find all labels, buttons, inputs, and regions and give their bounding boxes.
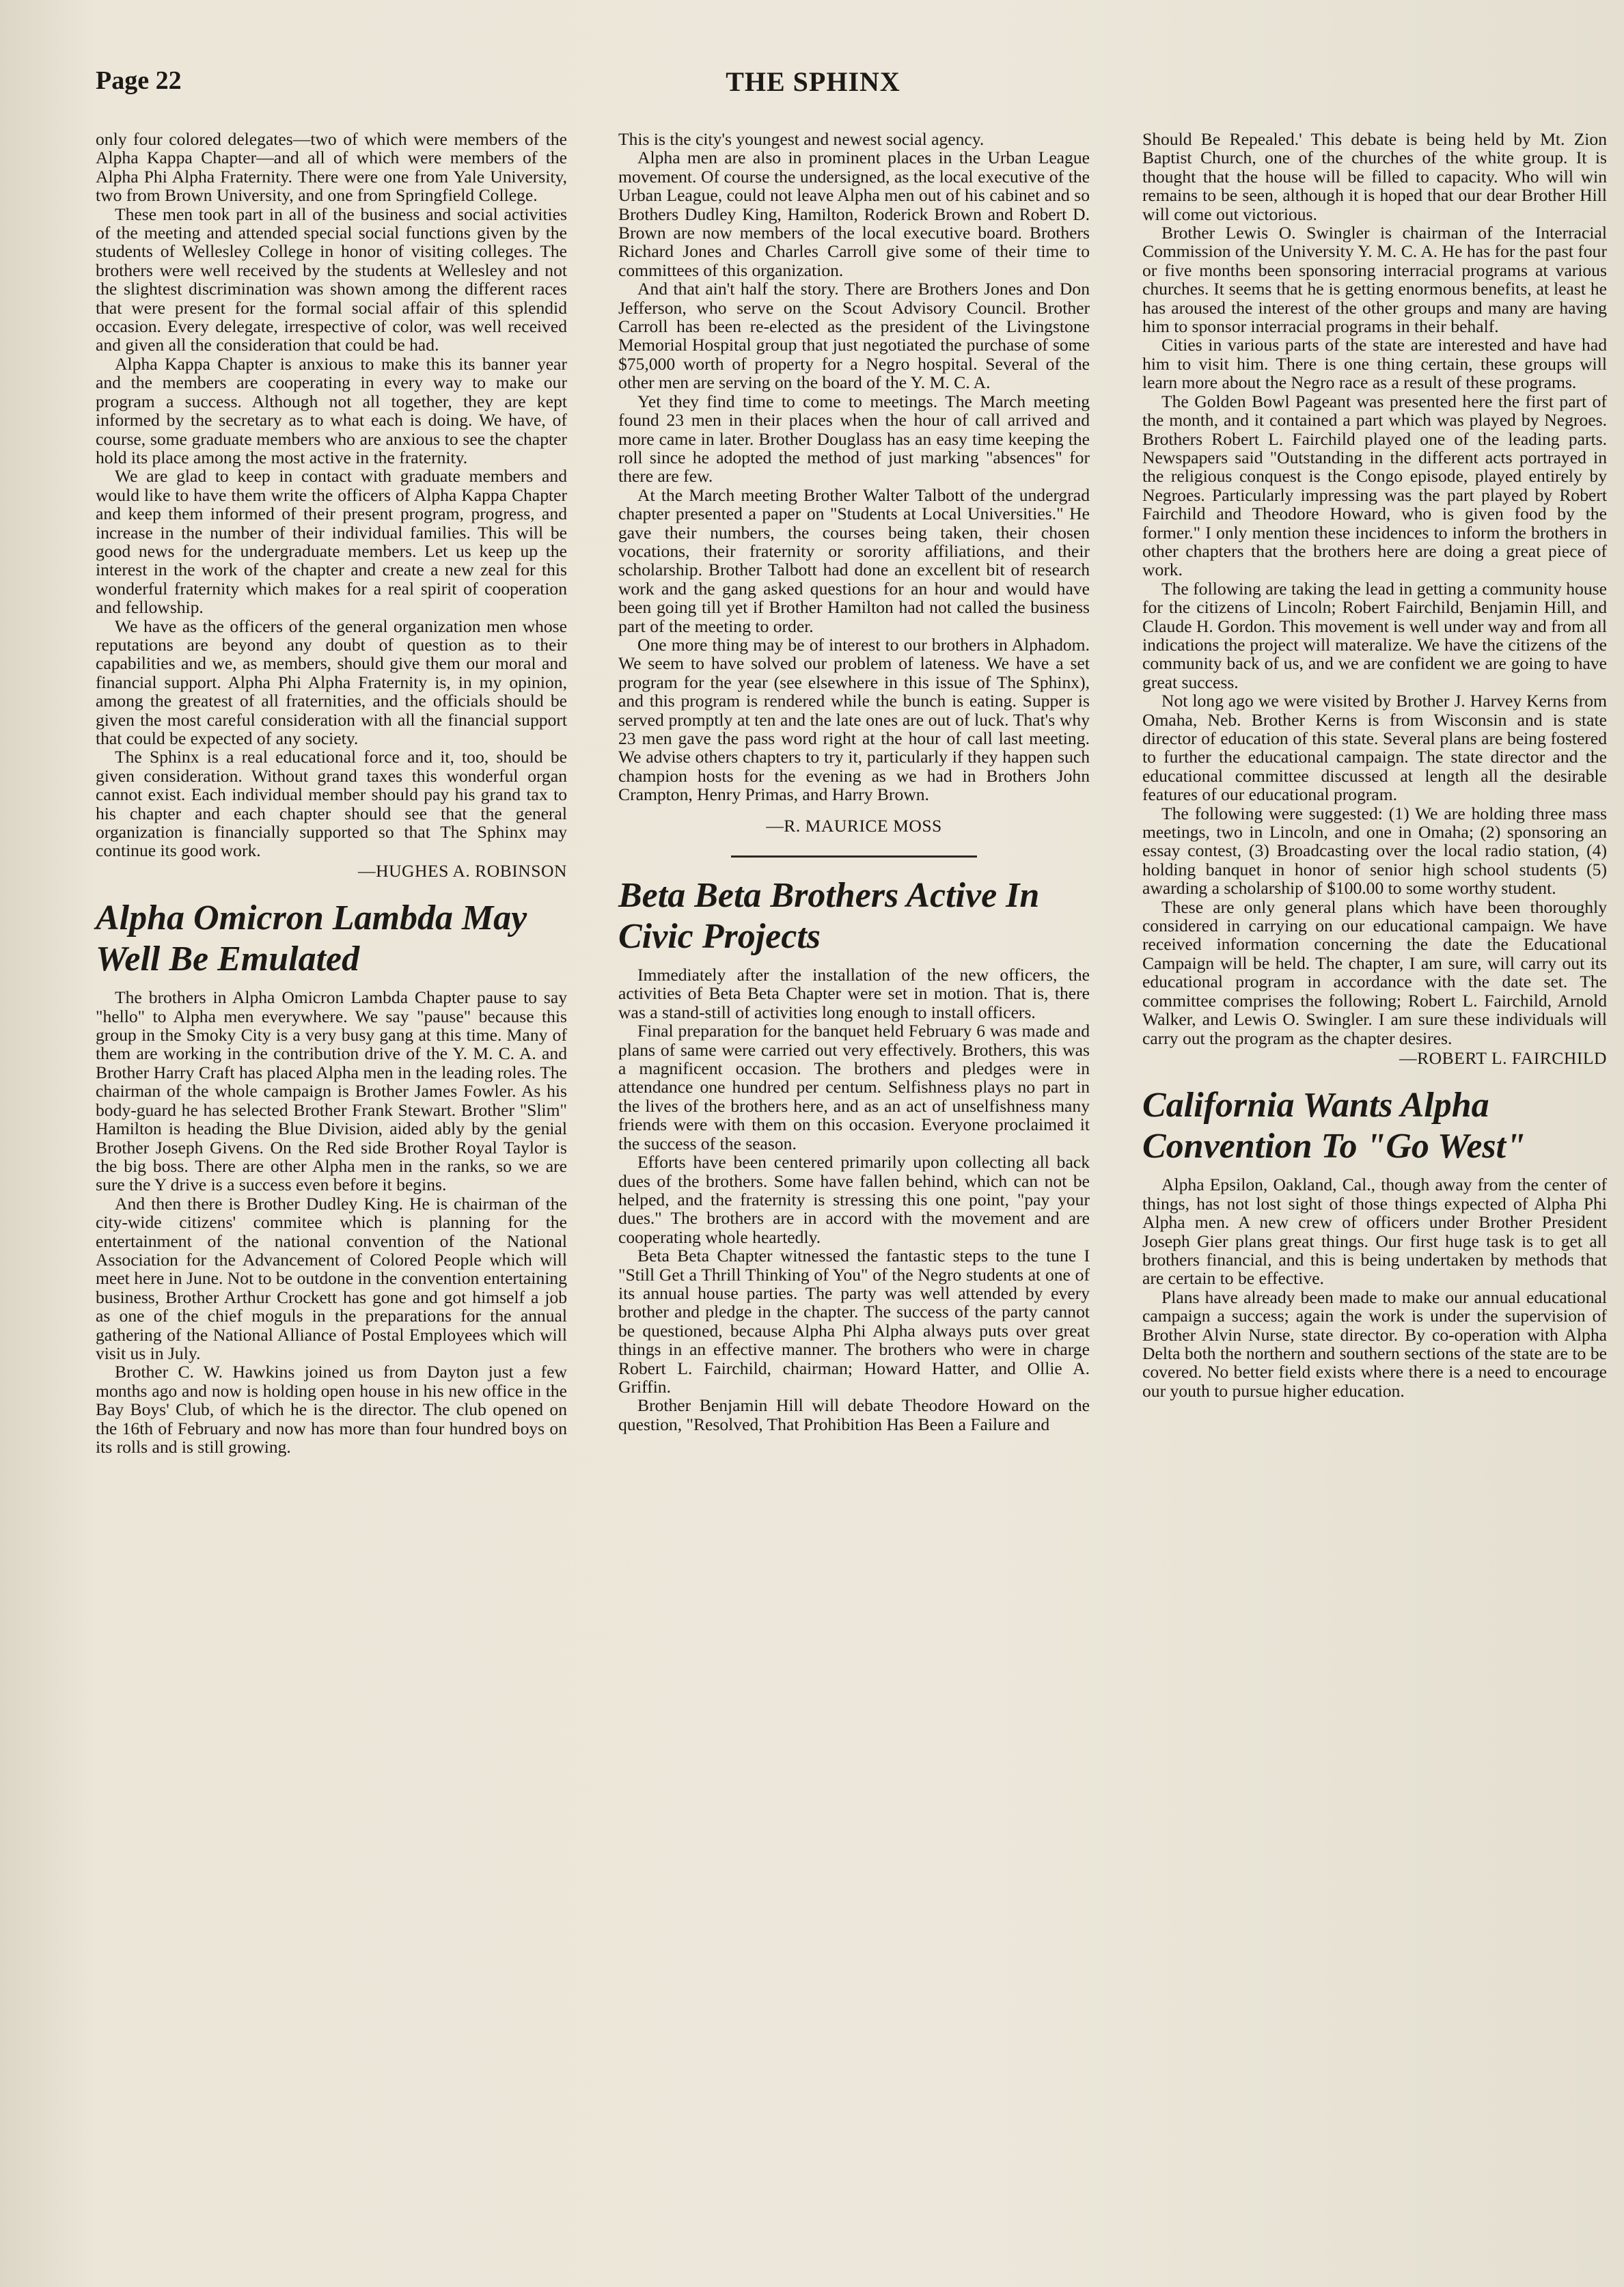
paragraph: At the March meeting Brother Walter Talbott of the undergrad chapter presented a paper on "Students at Local Universities." He gave their numbers, the courses being taken, their chosen vocations, their fraternity or sorority affiliations, and their scholarship. Brother Talbott had done an excellent bit of research work and the gang asked questions for an hour and would have been going till yet if Brother Hamilton had not called the business part of the meeting to order. <box>618 484 1090 636</box>
paragraph: Beta Beta Chapter witnessed the fantastic steps to the tune I "Still Get a Thrill Thinking of You" of the Negro students at one of its annual house parties. The party was well attended by every brother and pledge in the chapter. The success of the party cannot be questioned, because Alpha Phi Alpha always puts over great things in an effective manner. The brothers who were in charge Robert L. Fairchild, chairman; Howard Hatter, and Ollie A. Griffin. <box>618 1246 1090 1397</box>
paragraph: Plans have already been made to make our annual educational campaign a success; again the work is under the supervision of Brother Alvin Nurse, state director. By co-operation with Alpha Delta both the northern and southern sections of the state are to be covered. No better field exists where there is a need to encourage our youth to pursue higher education. <box>1142 1287 1607 1401</box>
column-middle <box>618 130 1090 1434</box>
paragraph: Final preparation for the banquet held February 6 was made and plans of same were carried out very effectively. Brothers, this was a magnificent occasion. The brothers and pledges were in attendance one hundred per centum. Selfishness plays no part in the lives of the brothers here, and as an act of unselfishness many friends were with them on this occasion. Everyone proclaimed it the success of the season. <box>618 1021 1090 1153</box>
column-left <box>96 130 567 1456</box>
paragraph: And then there is Brother Dudley King. He is chairman of the city-wide citizens' commitee which is planning for the entertainment of the national convention of the National Association for the Advancement of Colored People which will meet here in June. Not to be outdone in the convention entertaining business, Brother Arthur Crockett has gone and got himself a job as one of the chief moguls in the preparations for the annual gathering of the National Alliance of Postal Employees which will visit us in July. <box>96 1193 567 1363</box>
paragraph: Immediately after the installation of the new officers, the activities of Beta Beta Chapter were set in motion. That is, there was a stand-still of activities long enough to install officers. <box>618 965 1090 1022</box>
page-header <box>96 66 1530 113</box>
paragraph: This is the city's youngest and newest social agency. <box>618 129 985 149</box>
paragraph: The Golden Bowl Pageant was presented here the first part of the month, and it contained a part which was played by Negroes. Brothers Robert L. Fairchild played one of the leading parts. Newspapers said "Outstanding in the different acts portrayed in the religious conquest is the Congo episode, played entirely by Negroes. Particularly impressing was the part played by Robert Fairchild and Theodore Howard, who is given food by the former." I only mention these incidences to inform the brothers in other chapters that the brothers here are doing a great piece of work. <box>1142 391 1607 580</box>
column-right <box>1142 130 1607 1400</box>
paragraph: Brother Lewis O. Swingler is chairman of the Interracial Commission of the University Y. M. C. A. He has for the past four or five months been sponsoring interracial programs at various churches. It seems that he is getting enormous benefits, at least he has aroused the interest of the other groups and many are having him to sponsor interracial programs in their behalf. <box>1142 223 1607 337</box>
paragraph: The brothers in Alpha Omicron Lambda Chapter pause to say "hello" to Alpha men everywhere. We say "pause" because this group in the Smoky City is a very busy gang at this time. Many of them are working in the contribution drive of the Y. M. C. A. and Brother Harry Craft has placed Alpha men in the leading roles. The chairman of the whole campaign is Brother James Fowler. As his body-guard he has selected Brother Frank Stewart. Brother "Slim" Hamilton is heading the Blue Division, aided ably by the genial Brother Joseph Givens. On the Red side Brother Royal Taylor is the big boss. There are other Alpha men in the ranks, so we are sure the Y drive is a success even before it begins. <box>96 987 567 1195</box>
paragraph: One more thing may be of interest to our brothers in Alphadom. We seem to have solved our problem of lateness. We have a set program for the year (see elsewhere in this issue of The Sphinx), and this program is rendered while the bunch is eating. Supper is served promptly at ten and the late ones are out of luck. That's why 23 men gave the pass word right at the hour of call last meeting. We advise others chapters to try it, particularly if they happen such champion hosts for the evening as we had in Brothers John Crampton, Henry Primas, and Harry Brown. <box>618 634 1090 805</box>
paragraph: Brother C. W. Hawkins joined us from Dayton just a few months ago and now is holding open house in his new office in the Bay Boys' Club, of which he is the director. The club opened on the 16th of February and now has more than four hundred boys on its rolls and is still growing. <box>96 1362 567 1457</box>
paragraph: The following were suggested: (1) We are holding three mass meetings, two in Lincoln, and one in Omaha; (2) sponsoring an essay contest, (3) Broadcasting over the local radio station, (4) holding banquet in honor of senior high school students (5) awarding a scholarship of $100.00 to some worthy student. <box>1142 803 1607 899</box>
article-headline: Alpha Omicron Lambda May Well Be Emulated <box>96 899 527 979</box>
paragraph: Should Be Repealed.' This debate is being held by Mt. Zion Baptist Church, one of the churches of the white group. It is thought that the house will be filled to capacity. Who will win remains to be seen, although it is hoped that our dear Brother Hill will come out victorious. <box>1142 129 1607 224</box>
article-headline: Beta Beta Brothers Active In Civic Projects <box>618 876 1040 957</box>
paragraph: We are glad to keep in contact with graduate members and would like to have them write the officers of Alpha Kappa Chapter and keep them informed of their present program, progress, and increase in the number of their individual families. This will be good news for the undergraduate members. Let us keep up the interest in the work of the chapter and create a new zeal for this wonderful fraternity which makes for a real spirit of cooperation and fellowship. <box>96 466 567 618</box>
paragraph: Alpha Epsilon, Oakland, Cal., though away from the center of things, has not lost sight of those things expected of Alpha Phi Alpha men. A new crew of officers under Brother President Joseph Gier plans great things. Our first huge task is to get all brothers financial, and this is being undertaken by methods that are certain to be effective. <box>1142 1175 1607 1289</box>
paragraph: Alpha Kappa Chapter is anxious to make this its banner year and the members are cooperating in every way to make our program a success. Although not all together, they are kept informed by the secretary as to what each is doing. We have, of course, some graduate members who are anxious to see the chapter hold its place among the most active in the fraternity. <box>96 353 567 467</box>
article-signature: —R. MAURICE MOSS <box>766 815 942 836</box>
article-headline: California Wants Alpha Convention To "Go West" <box>1142 1086 1526 1166</box>
paragraph: Not long ago we were visited by Brother J. Harvey Kerns from Omaha, Neb. Brother Kerns is from Wisconsin and is state director of education of this state. Several plans are being fostered to further the educational campaign. The state director and the educational committee discussed at length all the desirable features of our educational program. <box>1142 691 1607 805</box>
paragraph: The Sphinx is a real educational force and it, too, should be given consideration. Without grand taxes this wonderful organ cannot exist. Each individual member should pay his grand tax to his chapter and each chapter should see that the general organization is financially supported so that The Sphinx may continue its good work. <box>96 747 567 861</box>
paragraph: We have as the officers of the general organization men whose reputations are beyond any doubt of question as to their capabilities and we, as members, should give them our moral and financial support. Alpha Phi Alpha Fraternity is, in my opinion, among the greatest of all fraternities, and the officials should be given the most careful consideration with all the financial support that could be expected of any society. <box>96 616 567 748</box>
article-signature: —HUGHES A. ROBINSON <box>358 860 567 881</box>
section-divider <box>731 855 977 858</box>
page-number: Page 22 <box>96 66 182 95</box>
paragraph: Cities in various parts of the state are interested and have had him to visit him. There is one thing certain, these groups will learn more about the Negro race as a result of these programs. <box>1142 335 1607 393</box>
article-signature: —ROBERT L. FAIRCHILD <box>1399 1047 1607 1068</box>
paragraph: These are only general plans which have been thoroughly considered in carrying on our educational campaign. We have received information concerning the date the Educational Campaign will be held. The chapter, I am sure, will carry out its educational program in accordance with the date set. The committee comprises the following; Robert L. Fairchild, Arnold Walker, and Lewis O. Swingler. I am sure these individuals will carry out the program as the chapter desires. <box>1142 896 1607 1048</box>
paragraph: Alpha men are also in prominent places in the Urban League movement. Of course the undersigned, as the local executive of the Urban League, could not leave Alpha men out of his cabinet and so Brothers Dudley King, Hamilton, Roderick Brown and Robert D. Brown are now members of the local executive board. Brothers Richard Jones and Charles Carroll give some of their time to committees of this organization. <box>618 148 1090 280</box>
paragraph: These men took part in all of the business and social activities of the meeting and attended special social functions given by the students of Wellesley College in honor of visiting colleges. The brothers were well received by the students at Wellesley and not the slightest discrimination was shown among the different races that were present for the formal social affair of this splendid occasion. Every delegate, irrespective of color, was well received and given all the consideration that could be had. <box>96 204 567 355</box>
paragraph: Efforts have been centered primarily upon collecting all back dues of the brothers. Some have fallen behind, which can not be helped, and the fraternity is stressing this one point, "pay your dues." The brothers are in accord with the movement and are cooperating whole heartedly. <box>618 1152 1090 1247</box>
paragraph: The following are taking the lead in getting a community house for the citizens of Lincoln; Robert Fairchild, Benjamin Hill, and Claude H. Gordon. This movement is well under way and from all indications the project will materalize. We have the citizens of the community back of us, and we are confident we are going to have great success. <box>1142 578 1607 692</box>
magazine-title: THE SPHINX <box>726 66 900 97</box>
paragraph: Yet they find time to come to meetings. The March meeting found 23 men in their places when the hour of call arrived and more came in later. Brother Douglass has an easy time keeping the roll since he adopted the method of just marking "absences" for there are few. <box>618 391 1090 487</box>
paragraph: And that ain't half the story. There are Brothers Jones and Don Jefferson, who serve on the Scout Advisory Council. Brother Carroll has been re-elected as the president of the Livingstone Memorial Hospital group that just negotiated the purchase of some $75,000 worth of property for a Negro hospital. Several of the other men are serving on the board of the Y. M. C. A. <box>618 279 1090 393</box>
paragraph: Brother Benjamin Hill will debate Theodore Howard on the question, "Resolved, That Prohibition Has Been a Failure and <box>618 1395 1090 1434</box>
paragraph: only four colored delegates—two of which were members of the Alpha Kappa Chapter—and all of which were members of the Alpha Phi Alpha Fraternity. There were one from Yale University, two from Brown University, and one from Springfield College. <box>96 129 567 206</box>
